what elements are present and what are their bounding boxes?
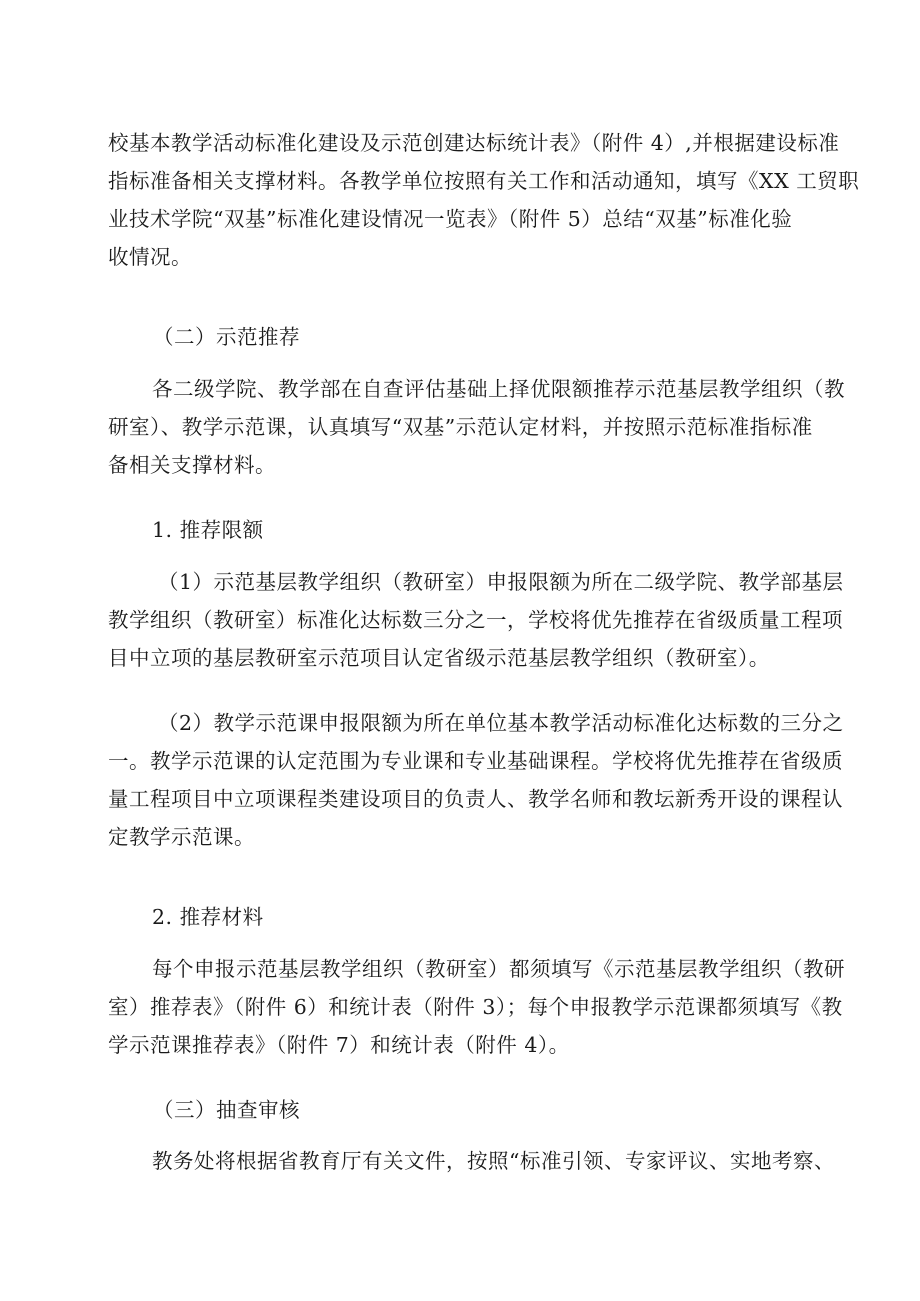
text-line: 目中立项的基层教研室示范项目认定省级示范基层教学组织（教研室）。 [108,646,770,670]
text-line: 学示范课推荐表》（附件 7）和统计表（附件 4）。 [108,1033,570,1057]
text-line: 教务处将根据省教育厅有关文件，按照“标准引领、专家评议、实地考察、 [152,1149,835,1173]
subheading-recommendation-limit: 1. 推荐限额 [152,518,264,542]
text-line: 量工程项目中立项课程类建设项目的负责人、教学名师和教坛新秀开设的课程认 [108,787,843,811]
text-line: 备相关支撑材料。 [108,453,276,477]
text-line: 校基本教学活动标准化建设及示范创建达标统计表》（附件 4）,并根据建设标准 [108,131,840,155]
text-line: （1）示范基层教学组织（教研室）申报限额为所在二级学院、教学部基层 [158,570,844,594]
text-line: 每个申报示范基层教学组织（教研室）都须填写《示范基层教学组织（教研 [152,957,845,981]
paragraph-recommendation-intro [108,370,845,484]
text-line: 各二级学院、教学部在自查评估基础上择优限额推荐示范基层教学组织（教 [152,377,845,401]
text-line: （2）教学示范课申报限额为所在单位基本教学活动标准化达标数的三分之 [158,711,844,735]
section-heading-demonstration-recommendation: （二）示范推荐 [153,325,300,349]
section-heading-spot-check-review: （三）抽查审核 [153,1098,300,1122]
paragraph-materials [108,950,845,1064]
text-line: 研室）、教学示范课，认真填写“双基”示范认定材料，并按照示范标准指标准 [108,415,813,439]
paragraph-statistics-summary [108,124,860,276]
text-line: 指标准备相关支撑材料。各教学单位按照有关工作和活动通知，填写《XX 工贸职 [108,169,860,193]
text-line: 教学组织（教研室）标准化达标数三分之一，学校将优先推荐在省级质量工程项 [108,608,843,632]
paragraph-review-intro [108,1142,835,1180]
paragraph-limit-item-2 [108,704,844,856]
text-line: 业技术学院“双基”标准化建设情况一览表》（附件 5）总结“双基”标准化验 [108,207,793,231]
text-line: 室）推荐表》（附件 6）和统计表（附件 3）；每个申报教学示范课都须填写《教 [108,995,843,1019]
text-line: 一。教学示范课的认定范围为专业课和专业基础课程。学校将优先推荐在省级质 [108,749,843,773]
subheading-recommendation-materials: 2. 推荐材料 [152,905,264,929]
text-line: 收情况。 [108,245,192,269]
paragraph-limit-item-1 [108,563,844,677]
text-line: 定教学示范课。 [108,825,255,849]
